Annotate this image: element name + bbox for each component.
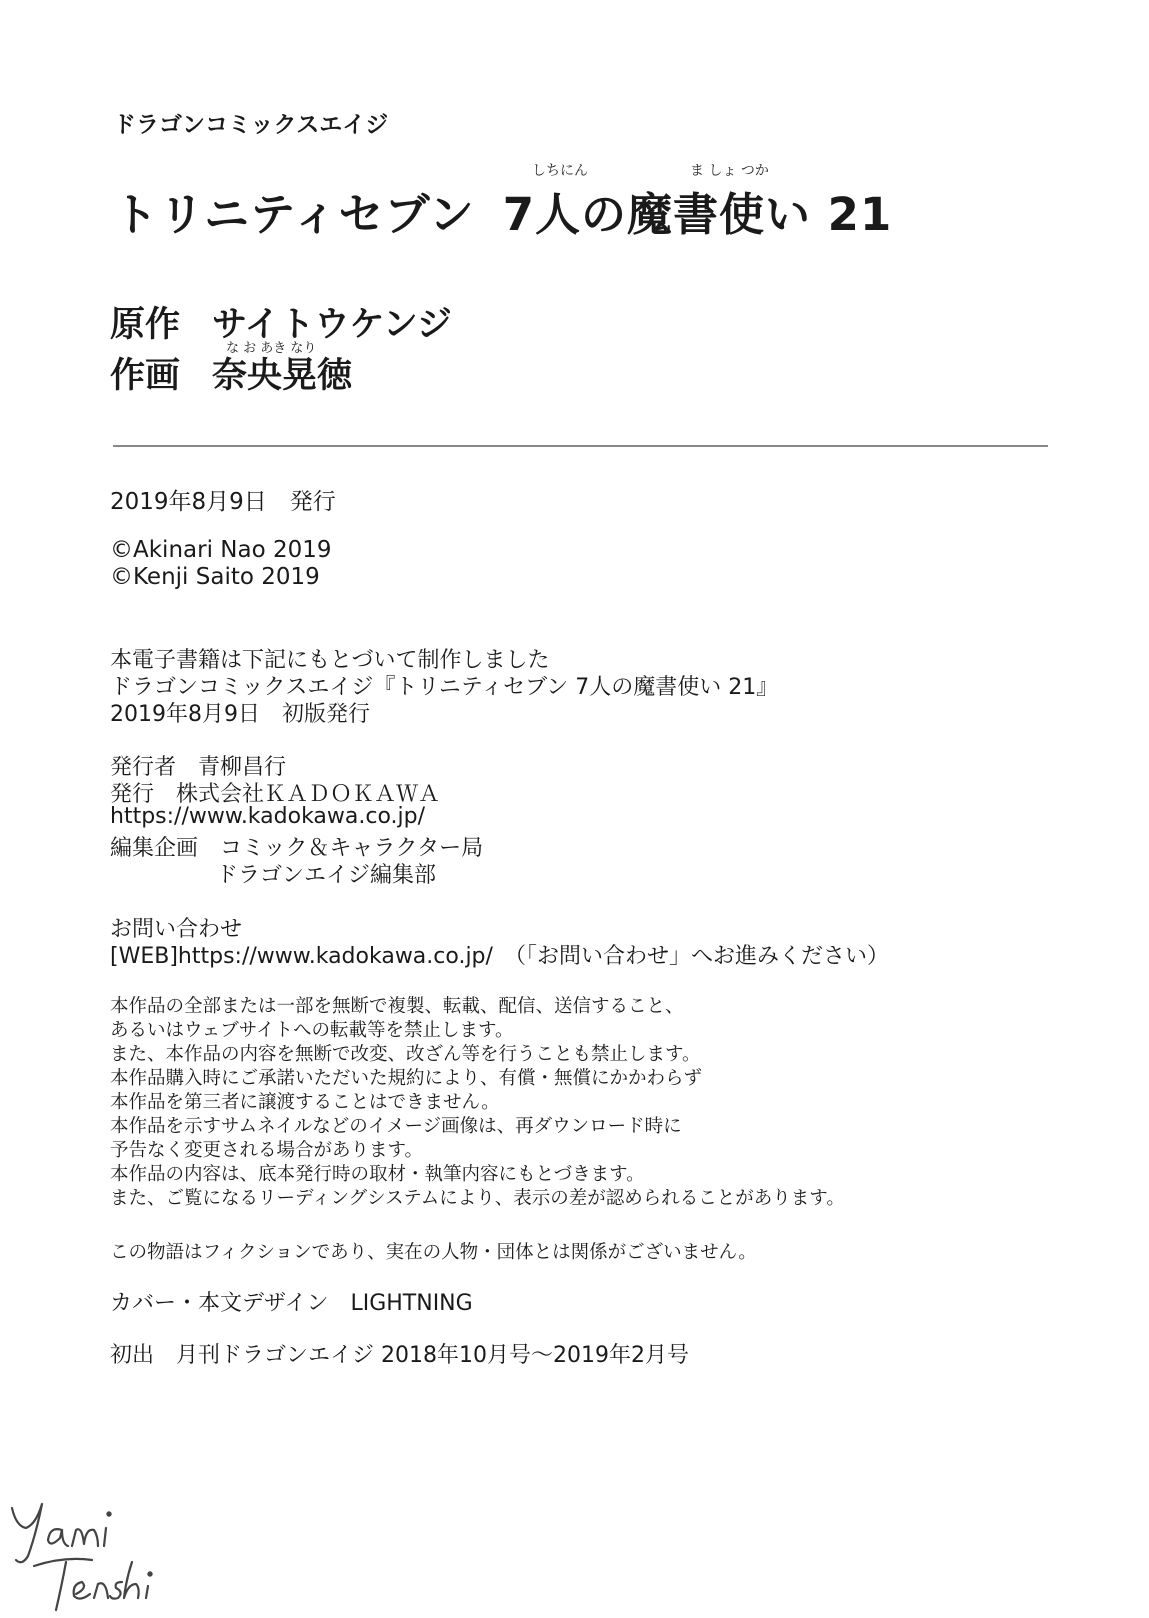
publication-date: 2019年8月9日 発行 (110, 489, 336, 515)
ebook-note: 本電子書籍は下記にもとづいて制作しました (110, 648, 550, 673)
first-published: 初出 月刊ドラゴンエイジ 2018年10月号～2019年2月号 (110, 1343, 689, 1368)
notice-line: あるいはウェブサイトへの転載等を禁止します。 (110, 1020, 514, 1041)
divider-line (113, 445, 1048, 447)
notice-line: 予告なく変更される場合があります。 (110, 1140, 424, 1161)
editorial-planning: 編集企画 コミック＆キャラクター局 (110, 836, 484, 861)
art-label: 作画 (110, 356, 181, 396)
art-ruby: な お あき なり (226, 341, 317, 356)
signature-watermark (6, 1500, 181, 1615)
original-name: サイトウケンジ (212, 305, 452, 345)
notice-line: 本作品の内容は、底本発行時の取材・執筆内容にもとづきます。 (110, 1164, 645, 1185)
copyright-line: ©Kenji Saito 2019 (110, 564, 320, 590)
notice-line: 本作品購入時にご承諾いただいた規約により、有償・無償にかかわらず (110, 1068, 703, 1089)
ebook-source: ドラゴンコミックスエイジ『トリニティセブン 7人の魔書使い 21』 (110, 675, 779, 700)
editorial-dept: ドラゴンエイジ編集部 (216, 863, 437, 888)
publisher-company: 発行 株式会社ＫＡＤＯＫＡＷＡ (110, 782, 441, 807)
art-name: 奈央晃徳 (212, 356, 353, 396)
title-ruby-shichinin: しちにん (532, 163, 588, 179)
copyright-line: ©Akinari Nao 2019 (110, 537, 332, 563)
notice-line: また、ご覧になるリーディングシステムにより、表示の差が認められることがあります。 (110, 1188, 845, 1209)
notice-line: 本作品の全部または一部を無断で複製、転載、配信、送信すること、 (110, 996, 684, 1017)
title-ruby-mashotsuka: ま しょ つか (690, 163, 769, 179)
title-sub: 7人の魔書使い 21 (502, 188, 893, 241)
ebook-first-edition: 2019年8月9日 初版発行 (110, 702, 370, 727)
design-credit: カバー・本文デザイン LIGHTNING (110, 1291, 473, 1316)
original-label: 原作 (110, 305, 181, 345)
title-main: トリニティセブン (113, 188, 475, 241)
book-title (113, 178, 892, 243)
publisher-person: 発行者 青柳昌行 (110, 755, 287, 780)
notice-line: 本作品を示すサムネイルなどのイメージ画像は、再ダウンロード時に (110, 1116, 682, 1137)
contact-heading: お問い合わせ (110, 917, 243, 942)
imprint-label: ドラゴンコミックスエイジ (113, 112, 389, 138)
notice-line: 本作品を第三者に譲渡することはできません。 (110, 1092, 500, 1113)
contact-web: [WEB]https://www.kadokawa.co.jp/ （「お問い合わせ」へお進みください） (110, 944, 889, 969)
publisher-url: https://www.kadokawa.co.jp/ (110, 804, 426, 829)
notice-line: また、本作品の内容を無断で改変、改ざん等を行うことも禁止します。 (110, 1044, 701, 1065)
fiction-disclaimer: この物語はフィクションであり、実在の人物・団体とは関係がございません。 (110, 1242, 757, 1263)
